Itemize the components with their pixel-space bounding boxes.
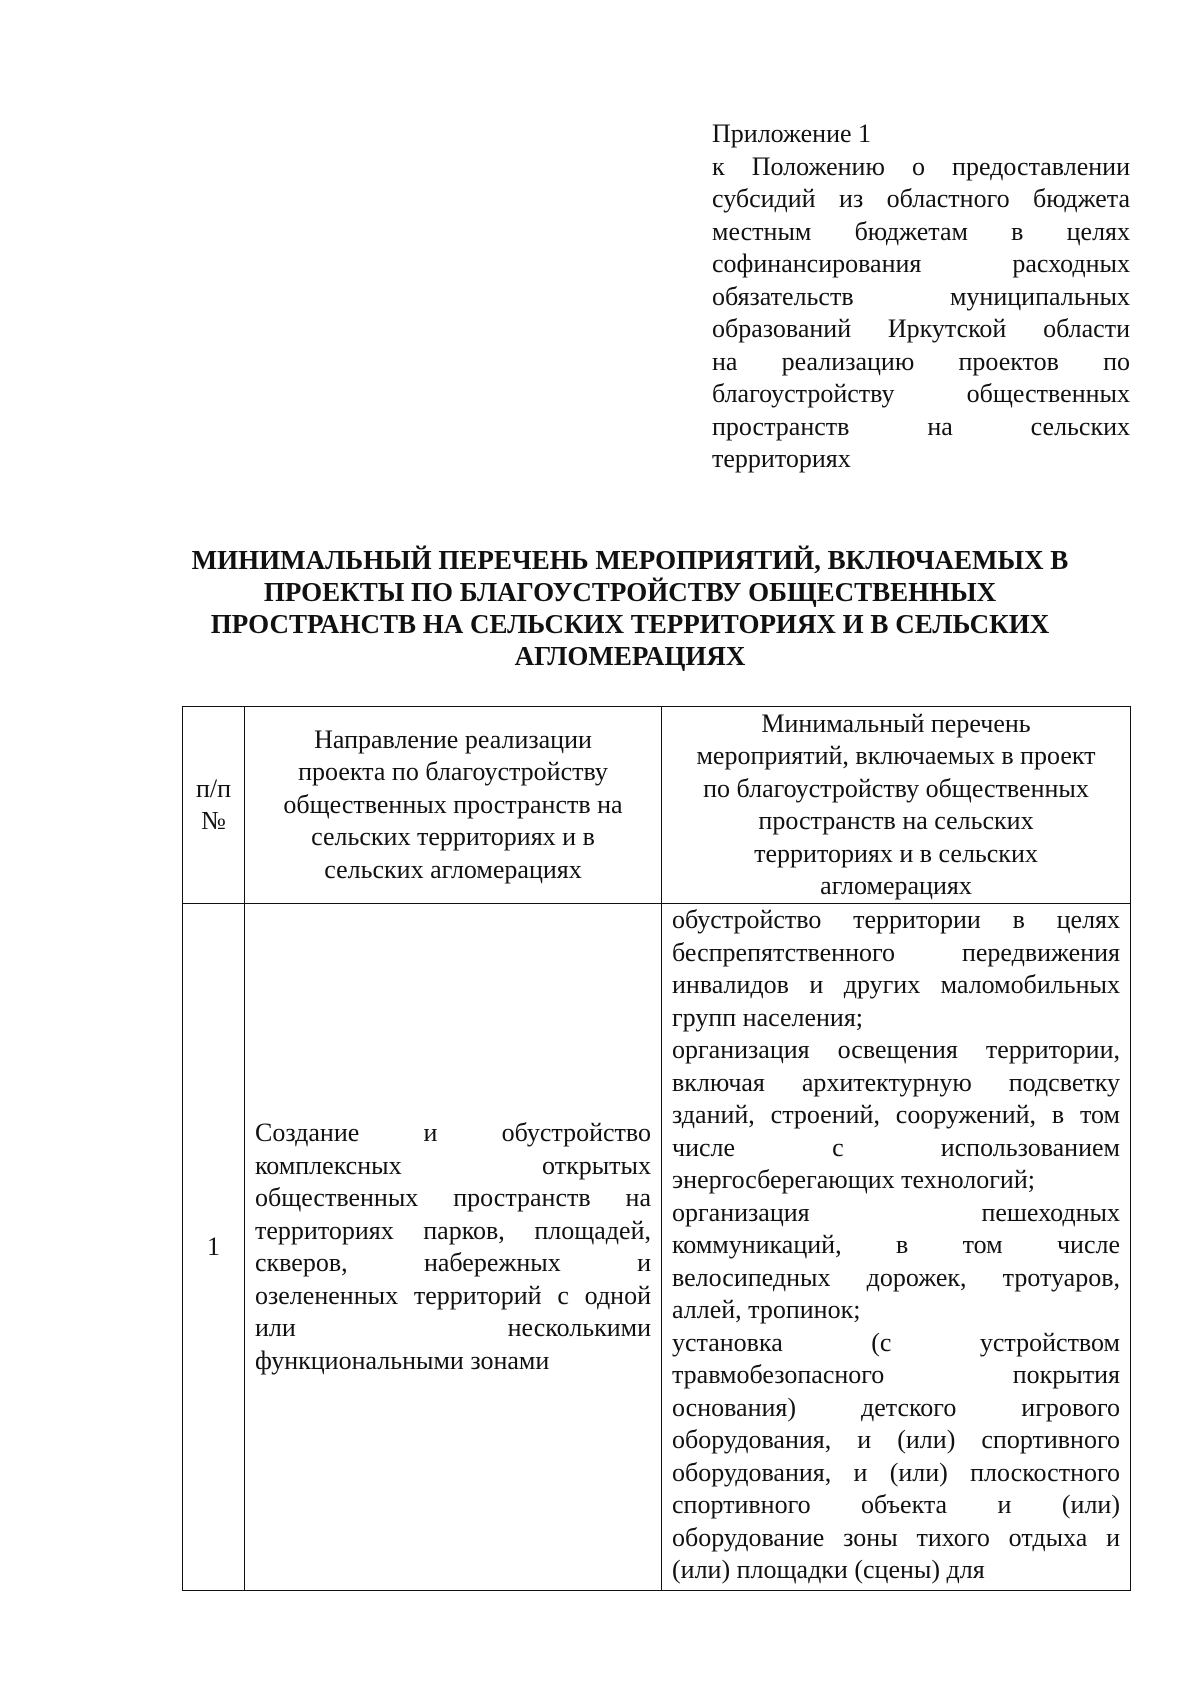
header-number (183, 707, 245, 904)
appendix-line: территориях (712, 444, 851, 473)
document-title-line: АГЛОМЕРАЦИЯХ (514, 641, 746, 671)
header-minimum-line: мероприятий, включаемых в проект (696, 741, 1096, 770)
header-minimum-line: агломерациях (820, 871, 972, 900)
measure-item: организация пешеходных коммуникаций, в том числе велосипедных дорожек, тротуаров, аллей, тропинок; (672, 1197, 1120, 1324)
measure-item: обустройство территории в целях беспрепятственного передвижения инвалидов и других маломобильных групп населения; (672, 905, 1120, 1032)
row-direction: Создание и обустройство комплексных открытых общественных пространств на территориях парков, площадей, скверов, набережных и озелененных территорий с одной или несколькими функциональными зонами (245, 904, 662, 1591)
appendix-block (712, 118, 1130, 476)
appendix-line: субсидий из областного бюджета (712, 184, 1130, 213)
header-number-line: № (201, 806, 226, 835)
header-direction-line: сельских территориях и в (311, 822, 595, 852)
appendix-line: на реализацию проектов по (712, 346, 1130, 376)
table-row (183, 904, 1131, 1591)
appendix-line: обязательств муниципальных (712, 281, 1130, 311)
header-minimum-line: территориях и в сельских (754, 838, 1038, 868)
header-direction-line: Направление реализации (314, 724, 592, 754)
document-title-line: ПРОЕКТЫ ПО БЛАГОУСТРОЙСТВУ ОБЩЕСТВЕННЫХ (263, 577, 997, 607)
appendix-title: Приложение 1 (712, 119, 872, 148)
appendix-line: благоустройству общественных (712, 379, 1130, 408)
header-minimum-line: пространств на сельских (758, 806, 1034, 835)
measures-table (182, 706, 1131, 1591)
document-title-line: ПРОСТРАНСТВ НА СЕЛЬСКИХ ТЕРРИТОРИЯХ И В СЕЛЬСКИХ (210, 609, 1050, 639)
measure-item: организация освещения территории, включая архитектурную подсветку зданий, строений, сооружений, в том числе с использованием энергосберегающих технологий; (672, 1035, 1120, 1194)
appendix-line: к Положению о предоставлении (712, 151, 1130, 181)
row-measures (662, 904, 1131, 1591)
header-direction-line: общественных пространств на (283, 789, 623, 819)
header-minimum-line: по благоустройству общественных (703, 773, 1089, 803)
appendix-line: пространств на сельских (712, 411, 1130, 441)
row-number: 1 (183, 904, 245, 1591)
header-direction-line: сельских агломерациях (324, 854, 582, 884)
appendix-line: образований Иркутской области (712, 314, 1130, 343)
appendix-line: софинансирования расходных (712, 249, 1130, 278)
appendix-line: местным бюджетам в целях (712, 216, 1130, 246)
header-minimum-list (662, 707, 1131, 904)
header-direction (245, 707, 662, 904)
table-header-row (183, 707, 1131, 904)
header-number-line: п/п (195, 773, 232, 803)
header-minimum-line: Минимальный перечень (761, 708, 1031, 738)
document-title (150, 544, 1110, 672)
measure-item: установка (с устройством травмобезопасного покрытия основания) детского игрового оборудования, и (или) спортивного оборудования, и (или) плоскостного спортивного объекта и (или) оборудование зоны тихого отдыха и (или) площадки (сцены) для (672, 1327, 1120, 1584)
header-direction-line: проекта по благоустройству (298, 757, 608, 787)
document-title-line: МИНИМАЛЬНЫЙ ПЕРЕЧЕНЬ МЕРОПРИЯТИЙ, ВКЛЮЧАЕМЫХ В (191, 545, 1069, 575)
